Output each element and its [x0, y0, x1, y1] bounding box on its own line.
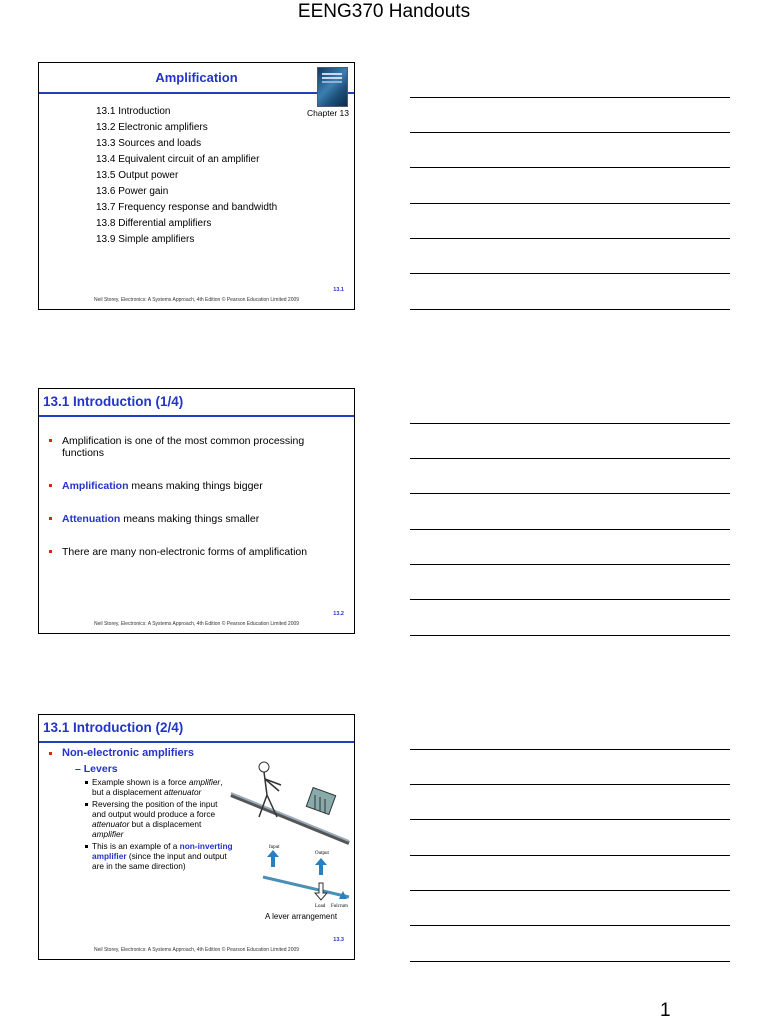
bullet-item — [47, 546, 346, 558]
note-line — [410, 423, 730, 424]
slide-title: 13.1 Introduction (1/4) — [43, 394, 184, 409]
bullet-text: There are many non-electronic forms of amplification — [62, 546, 308, 558]
toc-item: 13.9 Simple amplifiers — [96, 234, 195, 245]
lever-diagram — [257, 843, 352, 913]
input-label: Input — [269, 845, 280, 850]
note-line — [410, 309, 730, 310]
chapter-label: Chapter 13 — [306, 108, 349, 118]
slide-number: 13.2 — [333, 611, 344, 617]
sub-bullet — [83, 841, 233, 871]
toc-item: 13.1 Introduction — [96, 106, 171, 117]
slide-title-bar — [39, 63, 354, 94]
text-run: Reversing the position of the input and output would produce a force — [92, 799, 218, 819]
note-line — [410, 97, 730, 98]
note-line — [410, 529, 730, 530]
text-run: but a displacement — [129, 819, 202, 829]
text-run: attenuator — [92, 819, 130, 829]
term-highlight: Amplification — [62, 480, 129, 492]
note-line — [410, 749, 730, 750]
bullet-level2: – Levers — [75, 763, 118, 775]
note-line — [410, 890, 730, 891]
note-line — [410, 819, 730, 820]
bullet-item — [47, 480, 346, 492]
slide-number: 13.3 — [333, 937, 344, 943]
note-line — [410, 855, 730, 856]
note-line — [410, 273, 730, 274]
note-line — [410, 961, 730, 962]
text-run: , but a displacement — [92, 777, 223, 797]
slide-number: 13.1 — [333, 287, 344, 293]
note-line — [410, 238, 730, 239]
sub-bullet — [83, 777, 233, 797]
toc-item: 13.4 Equivalent circuit of an amplifier — [96, 154, 260, 165]
bullet-list — [47, 435, 346, 579]
fulcrum-label: Fulcrum — [331, 904, 348, 909]
term-highlight: non-inverting amplifier — [92, 841, 233, 861]
note-line — [410, 167, 730, 168]
slide-title: 13.1 Introduction (2/4) — [43, 720, 184, 735]
load-label: Load — [315, 904, 326, 909]
note-line — [410, 564, 730, 565]
note-line — [410, 203, 730, 204]
slide-3 — [38, 714, 355, 960]
slide-title: Amplification — [155, 70, 238, 85]
page-number: 1 — [660, 1000, 671, 1021]
slide-title-bar — [39, 715, 354, 743]
bullet-text: Amplification is one of the most common processing functions — [62, 435, 305, 459]
text-run: amplifier — [92, 829, 124, 839]
slide-title-bar — [39, 389, 354, 417]
slide-2 — [38, 388, 355, 634]
bullet-text: means making things bigger — [128, 480, 263, 492]
table-of-contents — [96, 104, 277, 248]
note-line — [410, 784, 730, 785]
lever-person-illustration — [229, 755, 354, 845]
book-cover-thumbnail — [317, 67, 348, 107]
toc-item: 13.6 Power gain — [96, 186, 169, 197]
bullet-level1: Non-electronic amplifiers — [47, 747, 194, 759]
sub-bullet-list — [83, 777, 233, 873]
toc-item: 13.5 Output power — [96, 170, 179, 181]
text-run: Example shown is a force — [92, 777, 189, 787]
note-line — [410, 925, 730, 926]
slide-footer: Neil Storey, Electronics: A Systems Approach, 4th Edition © Pearson Education Limited 2009 — [93, 947, 300, 953]
toc-item: 13.2 Electronic amplifiers — [96, 122, 208, 133]
note-line — [410, 132, 730, 133]
note-line — [410, 493, 730, 494]
toc-item: 13.3 Sources and loads — [96, 138, 202, 149]
text-run: amplifier — [188, 777, 221, 787]
slide-1 — [38, 62, 355, 310]
page-header: EENG370 Handouts — [297, 1, 471, 22]
slide-footer: Neil Storey, Electronics: A Systems Approach, 4th Edition © Pearson Education Limited 2009 — [93, 297, 300, 303]
bullet-text: means making things smaller — [120, 513, 260, 525]
text-run: attenuator — [163, 787, 202, 797]
note-line — [410, 599, 730, 600]
output-label: Output — [315, 851, 329, 856]
text-run: (since the input and output are in the same direction) — [92, 851, 227, 871]
note-line — [410, 458, 730, 459]
figure-caption: A lever arrangement — [265, 912, 338, 921]
bullet-item — [47, 435, 346, 459]
toc-item: 13.8 Differential amplifiers — [96, 218, 212, 229]
sub-bullet — [83, 799, 233, 839]
note-line — [410, 635, 730, 636]
text-run: This is an example of a — [92, 841, 180, 851]
bullet-item — [47, 513, 346, 525]
toc-item: 13.7 Frequency response and bandwidth — [96, 202, 278, 213]
slide-footer: Neil Storey, Electronics: A Systems Approach, 4th Edition © Pearson Education Limited 2009 — [93, 621, 300, 627]
term-highlight: Attenuation — [62, 513, 121, 525]
